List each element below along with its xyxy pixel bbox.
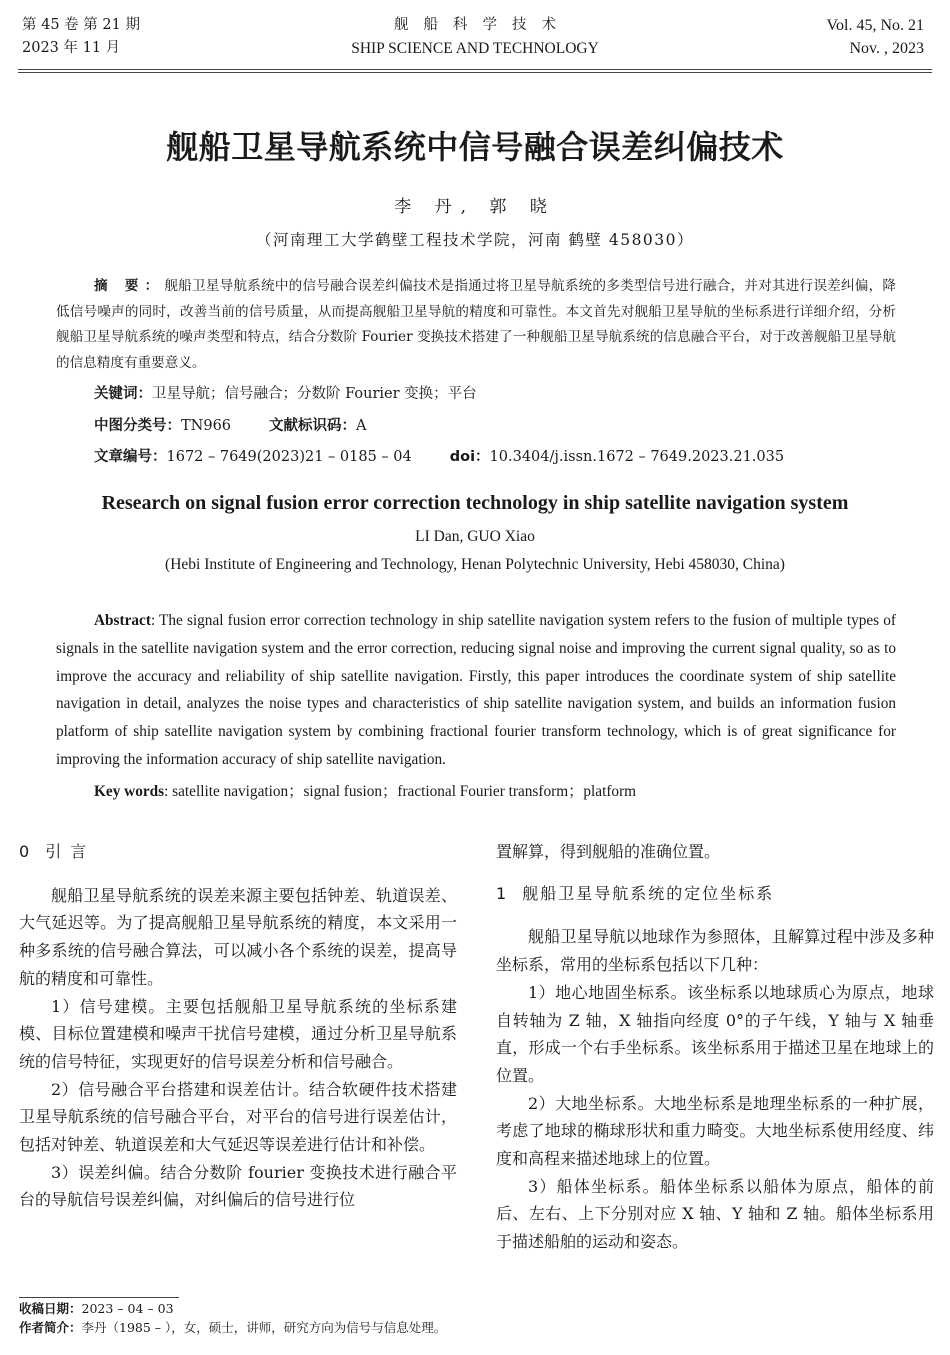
keywords-zh-label: 关键词： [94, 386, 152, 402]
abstract-en-text: : The signal fusion error correction technology in ship satellite navigation system refers to the fusion of multiple types of signals in the satellite navigation system and the error correction, reducing signal noise and improving the current signal quality, so as to improve the accuracy and reliability of ship satellite navigation. Firstly, this paper introduces the coordinate system of ship satellite navigation in detail, analyzes the noise types and characteristics of ship satellite navigation system, and builds an information fusion platform of ship satellite navigation system by combining fractional fourier transform technology, which is of great significance for improving the information accuracy of ship satellite navigation. [56, 612, 896, 768]
abstract-en [56, 607, 896, 774]
header-right [827, 14, 925, 60]
abstract-zh [56, 274, 896, 376]
authors: 李 丹, 郭 晓 [394, 197, 556, 217]
clc-value: TN966 [181, 418, 232, 434]
section-1-title: 舰船卫星导航系统的定位坐标系 [522, 883, 775, 903]
body-column-right [496, 838, 934, 1256]
received-date [19, 1300, 174, 1318]
running-header [0, 14, 950, 57]
section-0-title: 引 言 [45, 842, 89, 861]
article-number-value: 1672 – 7649(2023)21 – 0185 – 04 [166, 449, 412, 465]
paper-title-en: Research on signal fusion error correction technology in ship satellite navigation system [101, 492, 849, 514]
section-1-paragraph-1: 舰船卫星导航以地球作为参照体，且解算过程中涉及多种坐标系，常用的坐标系包括以下几种： [496, 927, 934, 975]
doi-label: doi： [449, 449, 490, 465]
body-column-left [19, 838, 457, 1214]
clc-label: 中图分类号： [94, 418, 181, 434]
section-0-paragraph-1: 舰船卫星导航系统的误差来源主要包括钟差、轨道误差、大气延迟等。为了提高舰船卫星导航系统的精度，本文采用一种多系统的信号融合算法，可以减小各个系统的误差，提高导航的精度和可靠性。 [19, 885, 457, 988]
authors-en: LI Dan, GUO Xiao [415, 528, 535, 545]
author-bio-label: 作者简介： [19, 1320, 82, 1335]
section-0-paragraph-4-continued: 置解算，得到舰船的准确位置。 [496, 842, 721, 861]
doc-code-label: 文献标识码： [269, 418, 357, 434]
received-date-label: 收稿日期： [19, 1301, 82, 1316]
affiliation-en: (Hebi Institute of Engineering and Technology, Henan Polytechnic University, Hebi 458030, China) [165, 556, 785, 573]
section-0-paragraph-2: 1）信号建模。主要包括舰船卫星导航系统的坐标系建模、目标位置建模和噪声干扰信号建模，通过分析卫星导航系统的信号特征，实现更好的信号误差分析和信号融合。 [19, 996, 457, 1071]
doi-value: 10.3404/j.issn.1672 – 7649.2023.21.035 [489, 449, 785, 465]
section-1-heading [496, 880, 934, 908]
header-rule-2 [18, 72, 932, 73]
affiliation: （河南理工大学鹤壁工程技术学院，河南 鹤壁 458030） [255, 231, 695, 249]
author-bio-text: 李丹（1985 – ），女，硕士，讲师，研究方向为信号与信息处理。 [81, 1320, 447, 1335]
keywords-en [94, 779, 636, 801]
abstract-en-label: Abstract [94, 612, 151, 629]
keywords-en-label: Key words [94, 783, 165, 800]
keywords-zh [94, 383, 477, 405]
journal-name-en: SHIP SCIENCE AND TECHNOLOGY [351, 40, 599, 57]
header-center [0, 14, 950, 60]
article-number-label: 文章编号： [94, 449, 167, 465]
keywords-zh-text: 卫星导航；信号融合；分数阶 Fourier 变换；平台 [152, 386, 477, 402]
article-number-row [94, 446, 784, 468]
journal-name-zh: 舰船科学技术 [394, 17, 571, 33]
section-0-paragraph-4: 3）误差纠偏。结合分数阶 fourier 变换技术进行融合平台的导航信号误差纠偏，对纠偏后的信号进行位 [19, 1162, 457, 1210]
section-0-heading [19, 838, 457, 866]
received-date-value: 2023 – 04 – 03 [81, 1301, 174, 1316]
section-1-paragraph-2: 1）地心地固坐标系。该坐标系以地球质心为原点，地球自转轴为 Z 轴，X 轴指向经度 0°的子午线，Y 轴与 X 轴垂直，形成一个右手坐标系。该坐标系用于描述卫星在地球上的位置。 [496, 982, 934, 1085]
date-en: Nov. , 2023 [849, 40, 924, 57]
abstract-zh-label: 摘 要： [94, 278, 165, 294]
abstract-zh-text: 舰船卫星导航系统中的信号融合误差纠偏技术是指通过将卫星导航系统的多类型信号进行融合，并对其进行误差纠偏，降低信号噪声的同时，改善当前的信号质量，从而提高舰船卫星导航的精度和可靠性。本文首先对舰船卫星导航的坐标系进行详细介绍，分析舰船卫星导航系统的噪声类型和特点，结合分数阶 Fourier 变换技术搭建了一种舰船卫星导航系统的信息融合平台，对于改善舰船卫星导航的信息精度有重要意义。 [56, 278, 896, 371]
paper-title: 舰船卫星导航系统中信号融合误差纠偏技术 [166, 128, 784, 166]
section-0-number: 0 [19, 842, 32, 861]
date-zh: 2023 年 11 月 [22, 40, 121, 56]
footnote-rule [19, 1297, 179, 1298]
section-1-number: 1 [496, 883, 509, 903]
author-bio [19, 1319, 446, 1337]
section-0-paragraph-3: 2）信号融合平台搭建和误差估计。结合软硬件技术搭建卫星导航系统的信号融合平台，对平台的信号进行误差估计，包括对钟差、轨道误差和大气延迟等误差进行估计和补偿。 [19, 1079, 457, 1155]
volume-issue-zh: 第 45 卷 第 21 期 [22, 17, 140, 33]
classification-row [94, 415, 367, 437]
section-1-paragraph-3: 2）大地坐标系。大地坐标系是地理坐标系的一种扩展，考虑了地球的椭球形状和重力畸变。大地坐标系使用经度、纬度和高程来描述地球上的位置。 [496, 1093, 934, 1169]
header-rule-1 [18, 69, 932, 70]
keywords-en-text: : satellite navigation；signal fusion；fractional Fourier transform；platform [164, 783, 637, 800]
volume-issue-en: Vol. 45, No. 21 [826, 17, 924, 34]
section-1-paragraph-4: 3）船体坐标系。船体坐标系以船体为原点，船体的前后、左右、上下分别对应 X 轴、Y 轴和 Z 轴。船体坐标系用于描述船舶的运动和姿态。 [496, 1176, 934, 1252]
doc-code-value: A [356, 418, 367, 434]
